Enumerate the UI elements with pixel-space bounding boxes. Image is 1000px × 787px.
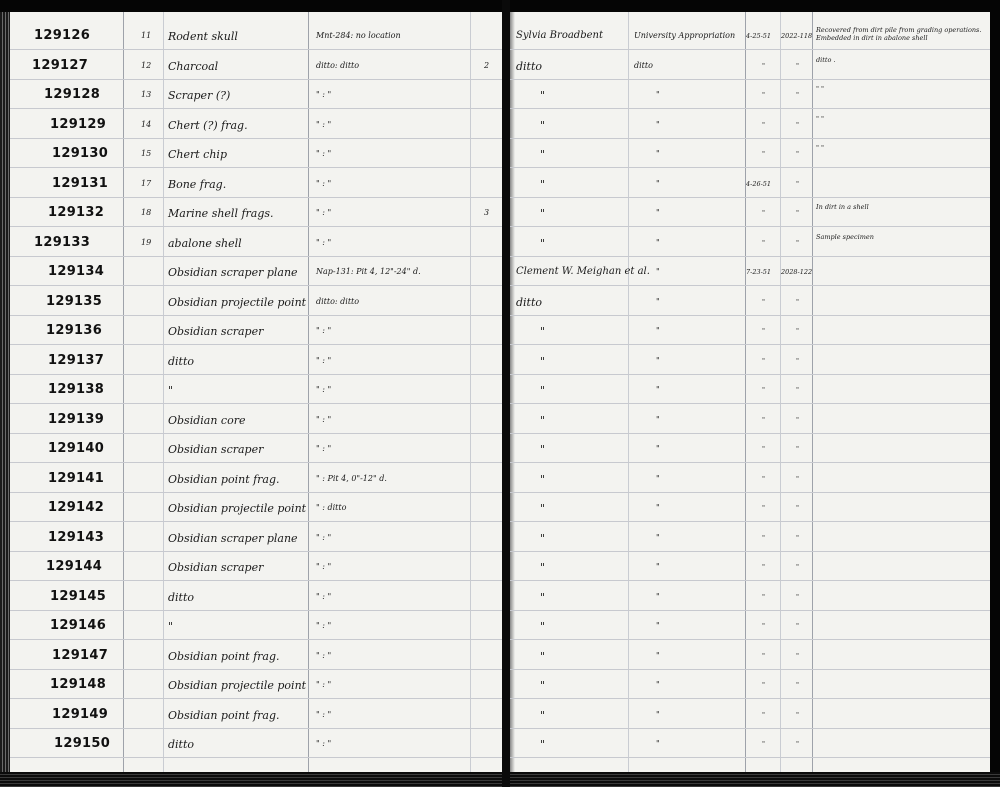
site-location: " : " [316,355,332,365]
site-location: " : " [316,326,332,335]
site-location: " : " [316,385,332,394]
field-number: 19 [141,237,152,247]
source: " [656,591,660,601]
catalog-number: 129126 [34,28,91,43]
ruled-line [10,492,502,493]
site-location: " : " [316,178,332,188]
catalog-number: 129148 [50,677,107,692]
date-received: 4-26-51 [746,179,772,188]
field-number: 12 [141,60,152,70]
site-location: " : " [316,621,332,630]
collector: " [540,561,546,574]
source: " [656,680,660,689]
book-bottom-edge [0,772,1000,787]
collector: " [540,502,546,515]
catalog-number: 129149 [52,706,109,722]
ruled-line [510,256,990,257]
site-location: Mnt-284: no location [316,31,401,40]
object-description: Obsidian scraper [168,443,264,456]
field-number: 17 [141,178,152,188]
ruled-line [510,108,990,109]
accession-number: " [796,681,799,689]
collector: " [540,620,546,633]
site-location: " : " [316,444,332,453]
accession-number: " [796,238,799,247]
remarks: " " [816,144,825,152]
site-location: " : " [316,119,332,129]
ruled-line [510,462,990,463]
source: " [656,149,660,158]
collector: " [540,118,546,132]
remarks: Recovered from dirt pile from grading operations. Embedded in dirt in abalone shell [816,26,982,42]
field-number: 18 [141,208,152,217]
catalog-number: 129146 [50,618,107,633]
accession-number: " [796,327,799,335]
source: " [656,473,660,483]
ruled-line [10,639,502,640]
catalog-number: 129137 [48,352,105,368]
source: " [656,532,660,542]
object-description: " [168,620,174,633]
site-location: " : " [316,149,332,158]
remarks: Sample specimen [816,232,874,241]
source: " [656,237,660,247]
ruled-line [10,79,502,80]
object-description: Bone frag. [168,177,227,191]
ruled-line [510,639,990,640]
ruled-line [10,226,502,227]
catalog-number: 129132 [48,205,105,220]
object-description: Obsidian projectile point [168,502,307,515]
object-description: Charcoal [168,59,219,73]
catalog-number: 129133 [34,234,91,250]
date-received: " [762,563,765,571]
source: " [656,739,660,748]
collector: " [540,413,546,427]
accession-number: " [796,386,799,394]
accession-number: " [796,150,799,158]
site-location: " : " [316,208,332,217]
collector: " [540,236,546,250]
accession-number: " [796,415,799,424]
ruled-line [10,669,502,670]
accession-number: 2028-122 [781,268,813,276]
date-received: " [762,238,765,247]
collector: " [540,708,546,722]
date-received: " [762,710,765,719]
accession-number: " [796,504,799,512]
date-received: " [762,504,765,512]
site-location: " : " [316,709,332,719]
source: " [656,385,660,394]
collector: " [540,679,546,692]
catalog-number: 129136 [46,323,103,338]
catalog-number: 129127 [32,57,89,73]
date-received: " [762,445,765,453]
ruled-line [510,492,990,493]
catalog-number: 129143 [48,529,105,545]
site-location: " : " [316,739,332,748]
object-description: " [168,384,174,397]
accession-number: " [796,91,799,99]
collector: " [540,384,546,397]
source: ditto [634,60,653,70]
object-description: ditto [168,738,195,751]
catalog-number: 129129 [50,116,107,132]
accession-number: " [796,209,799,217]
object-description: Rodent skull [168,30,238,43]
field-number: 14 [141,119,152,129]
catalog-number: 129144 [46,559,103,574]
accession-number: " [796,563,799,571]
date-received: " [762,61,765,70]
date-received: " [762,386,765,394]
book-gutter [502,0,510,787]
accession-number: " [796,651,799,660]
source: " [656,621,660,630]
ruled-line [10,403,502,404]
collector: " [540,590,546,604]
quantity: 3 [484,208,490,217]
accession-number: " [796,474,799,483]
right-page [510,12,990,772]
collector: " [540,443,546,456]
catalog-number: 129131 [52,175,109,191]
ruled-line [510,610,990,611]
site-location: " : " [316,591,332,601]
object-description: Scraper (?) [168,89,231,102]
object-description: Obsidian projectile point [168,295,307,309]
ruled-line [510,551,990,552]
collector: ditto [516,295,543,309]
object-description: Chert chip [168,148,227,161]
collector: " [540,472,546,486]
ruled-line [510,698,990,699]
source: " [656,503,660,512]
accession-number: " [796,592,799,601]
site-location: Nap-131: Pit 4, 12"-24" d. [316,267,421,276]
catalog-number: 129150 [54,736,111,751]
ruled-line [10,49,502,50]
catalog-number: 129145 [50,588,107,604]
source: " [656,355,660,365]
field-number: 13 [141,90,152,99]
source: " [656,90,660,99]
object-description: Obsidian core [168,413,246,427]
ruled-line [10,197,502,198]
source: " [656,178,660,188]
ruled-line [510,374,990,375]
ruled-line [10,256,502,257]
date-received: " [762,150,765,158]
accession-number: " [796,61,799,70]
catalog-number: 129130 [52,146,109,161]
object-description: Chert (?) frag. [168,118,248,132]
ruled-line [510,138,990,139]
ruled-line [510,580,990,581]
object-description: ditto [168,590,195,604]
ruled-line [10,462,502,463]
ruled-line [510,197,990,198]
date-received: " [762,120,765,129]
ruled-line [10,315,502,316]
ruled-line [10,108,502,109]
collector: " [540,207,546,220]
accession-number: " [796,533,799,542]
site-location: " : " [316,532,332,542]
accession-number: " [796,740,799,748]
left-page [10,12,502,772]
catalog-number: 129135 [46,293,103,309]
date-received: 4-25-51 [746,32,772,40]
ruled-line [510,285,990,286]
catalog-number: 129141 [48,470,105,486]
ruled-line [10,551,502,552]
remarks: ditto . [816,55,836,64]
field-number: 15 [141,149,152,158]
quantity: 2 [484,60,490,70]
ruled-line [10,698,502,699]
accession-number: " [796,297,799,306]
site-location: ditto: ditto [316,296,360,306]
site-location: ditto: ditto [316,60,360,70]
collector: ditto [516,59,543,73]
collector: " [540,649,546,663]
source: " [656,119,660,129]
catalog-number: 129128 [44,87,101,102]
date-received: " [762,681,765,689]
collector: " [540,148,546,161]
remarks: In dirt in a shell [816,203,869,211]
collector: " [540,325,546,338]
date-received: 7-23-51 [746,268,772,276]
ruled-line [10,374,502,375]
date-received: " [762,474,765,483]
ruled-line [510,669,990,670]
site-location: " : " [316,650,332,660]
ruled-line [510,757,990,758]
catalog-number: 129142 [48,500,105,515]
source: " [656,267,660,276]
object-description: Obsidian projectile point [168,679,307,692]
accession-number: " [796,622,799,630]
ruled-line [510,521,990,522]
source: " [656,208,660,217]
site-location: " : " [316,680,332,689]
ruled-line [10,285,502,286]
date-received: " [762,592,765,601]
ruled-line [510,79,990,80]
collector: " [540,177,546,191]
collector: Clement W. Meighan et al. [516,266,650,277]
catalog-number: 129134 [48,264,105,279]
date-received: " [762,356,765,365]
accession-number: " [796,445,799,453]
object-description: Obsidian scraper plane [168,266,298,279]
object-description: Obsidian scraper plane [168,531,298,545]
ruled-line [10,610,502,611]
ruled-line [510,49,990,50]
date-received: " [762,297,765,306]
object-description: Obsidian point frag. [168,649,280,663]
catalog-number: 129147 [52,647,109,663]
source: University Appropriation [634,31,736,40]
accession-number: 2022-118 [781,32,813,40]
ruled-line [510,728,990,729]
object-description: Marine shell frags. [168,207,274,220]
site-location: " : Pit 4, 0"-12" d. [316,473,387,483]
source: " [656,296,660,306]
field-number: 11 [141,31,152,40]
accession-number: " [796,179,799,188]
date-received: " [762,740,765,748]
catalog-number: 129140 [48,441,105,456]
date-received: " [762,91,765,99]
collector: " [540,354,546,368]
ruled-line [510,344,990,345]
source: " [656,709,660,719]
ruled-line [10,757,502,758]
ruled-line [510,315,990,316]
ruled-line [510,433,990,434]
remarks: " " [816,114,825,123]
catalog-number: 129138 [48,382,105,397]
ruled-line [510,167,990,168]
site-location: " : " [316,562,332,571]
source: " [656,562,660,571]
date-received: " [762,651,765,660]
collector: " [540,531,546,545]
ruled-line [10,433,502,434]
object-description: Obsidian scraper [168,561,264,574]
object-description: Obsidian scraper [168,325,264,338]
ruled-line [10,167,502,168]
source: " [656,326,660,335]
collector: " [540,89,546,102]
ruled-line [10,138,502,139]
ruled-line [10,580,502,581]
catalog-number: 129139 [48,411,105,427]
source: " [656,444,660,453]
object-description: abalone shell [168,236,242,250]
ruled-line [510,226,990,227]
site-location: " : " [316,237,332,247]
date-received: " [762,327,765,335]
date-received: " [762,209,765,217]
object-description: Obsidian point frag. [168,708,280,722]
date-received: " [762,533,765,542]
date-received: " [762,622,765,630]
site-location: " : " [316,90,332,99]
ruled-line [510,403,990,404]
site-location: " : ditto [316,503,347,512]
accession-number: " [796,710,799,719]
accession-number: " [796,120,799,129]
remarks: " " [816,85,825,93]
ruled-line [10,344,502,345]
collector: Sylvia Broadbent [516,30,603,41]
ruled-line [10,728,502,729]
book-edge [0,12,10,772]
source: " [656,650,660,660]
site-location: " : " [316,414,332,424]
accession-number: " [796,356,799,365]
source: " [656,414,660,424]
ruled-line [10,521,502,522]
date-received: " [762,415,765,424]
object-description: ditto [168,354,195,368]
collector: " [540,738,546,751]
object-description: Obsidian point frag. [168,472,280,486]
